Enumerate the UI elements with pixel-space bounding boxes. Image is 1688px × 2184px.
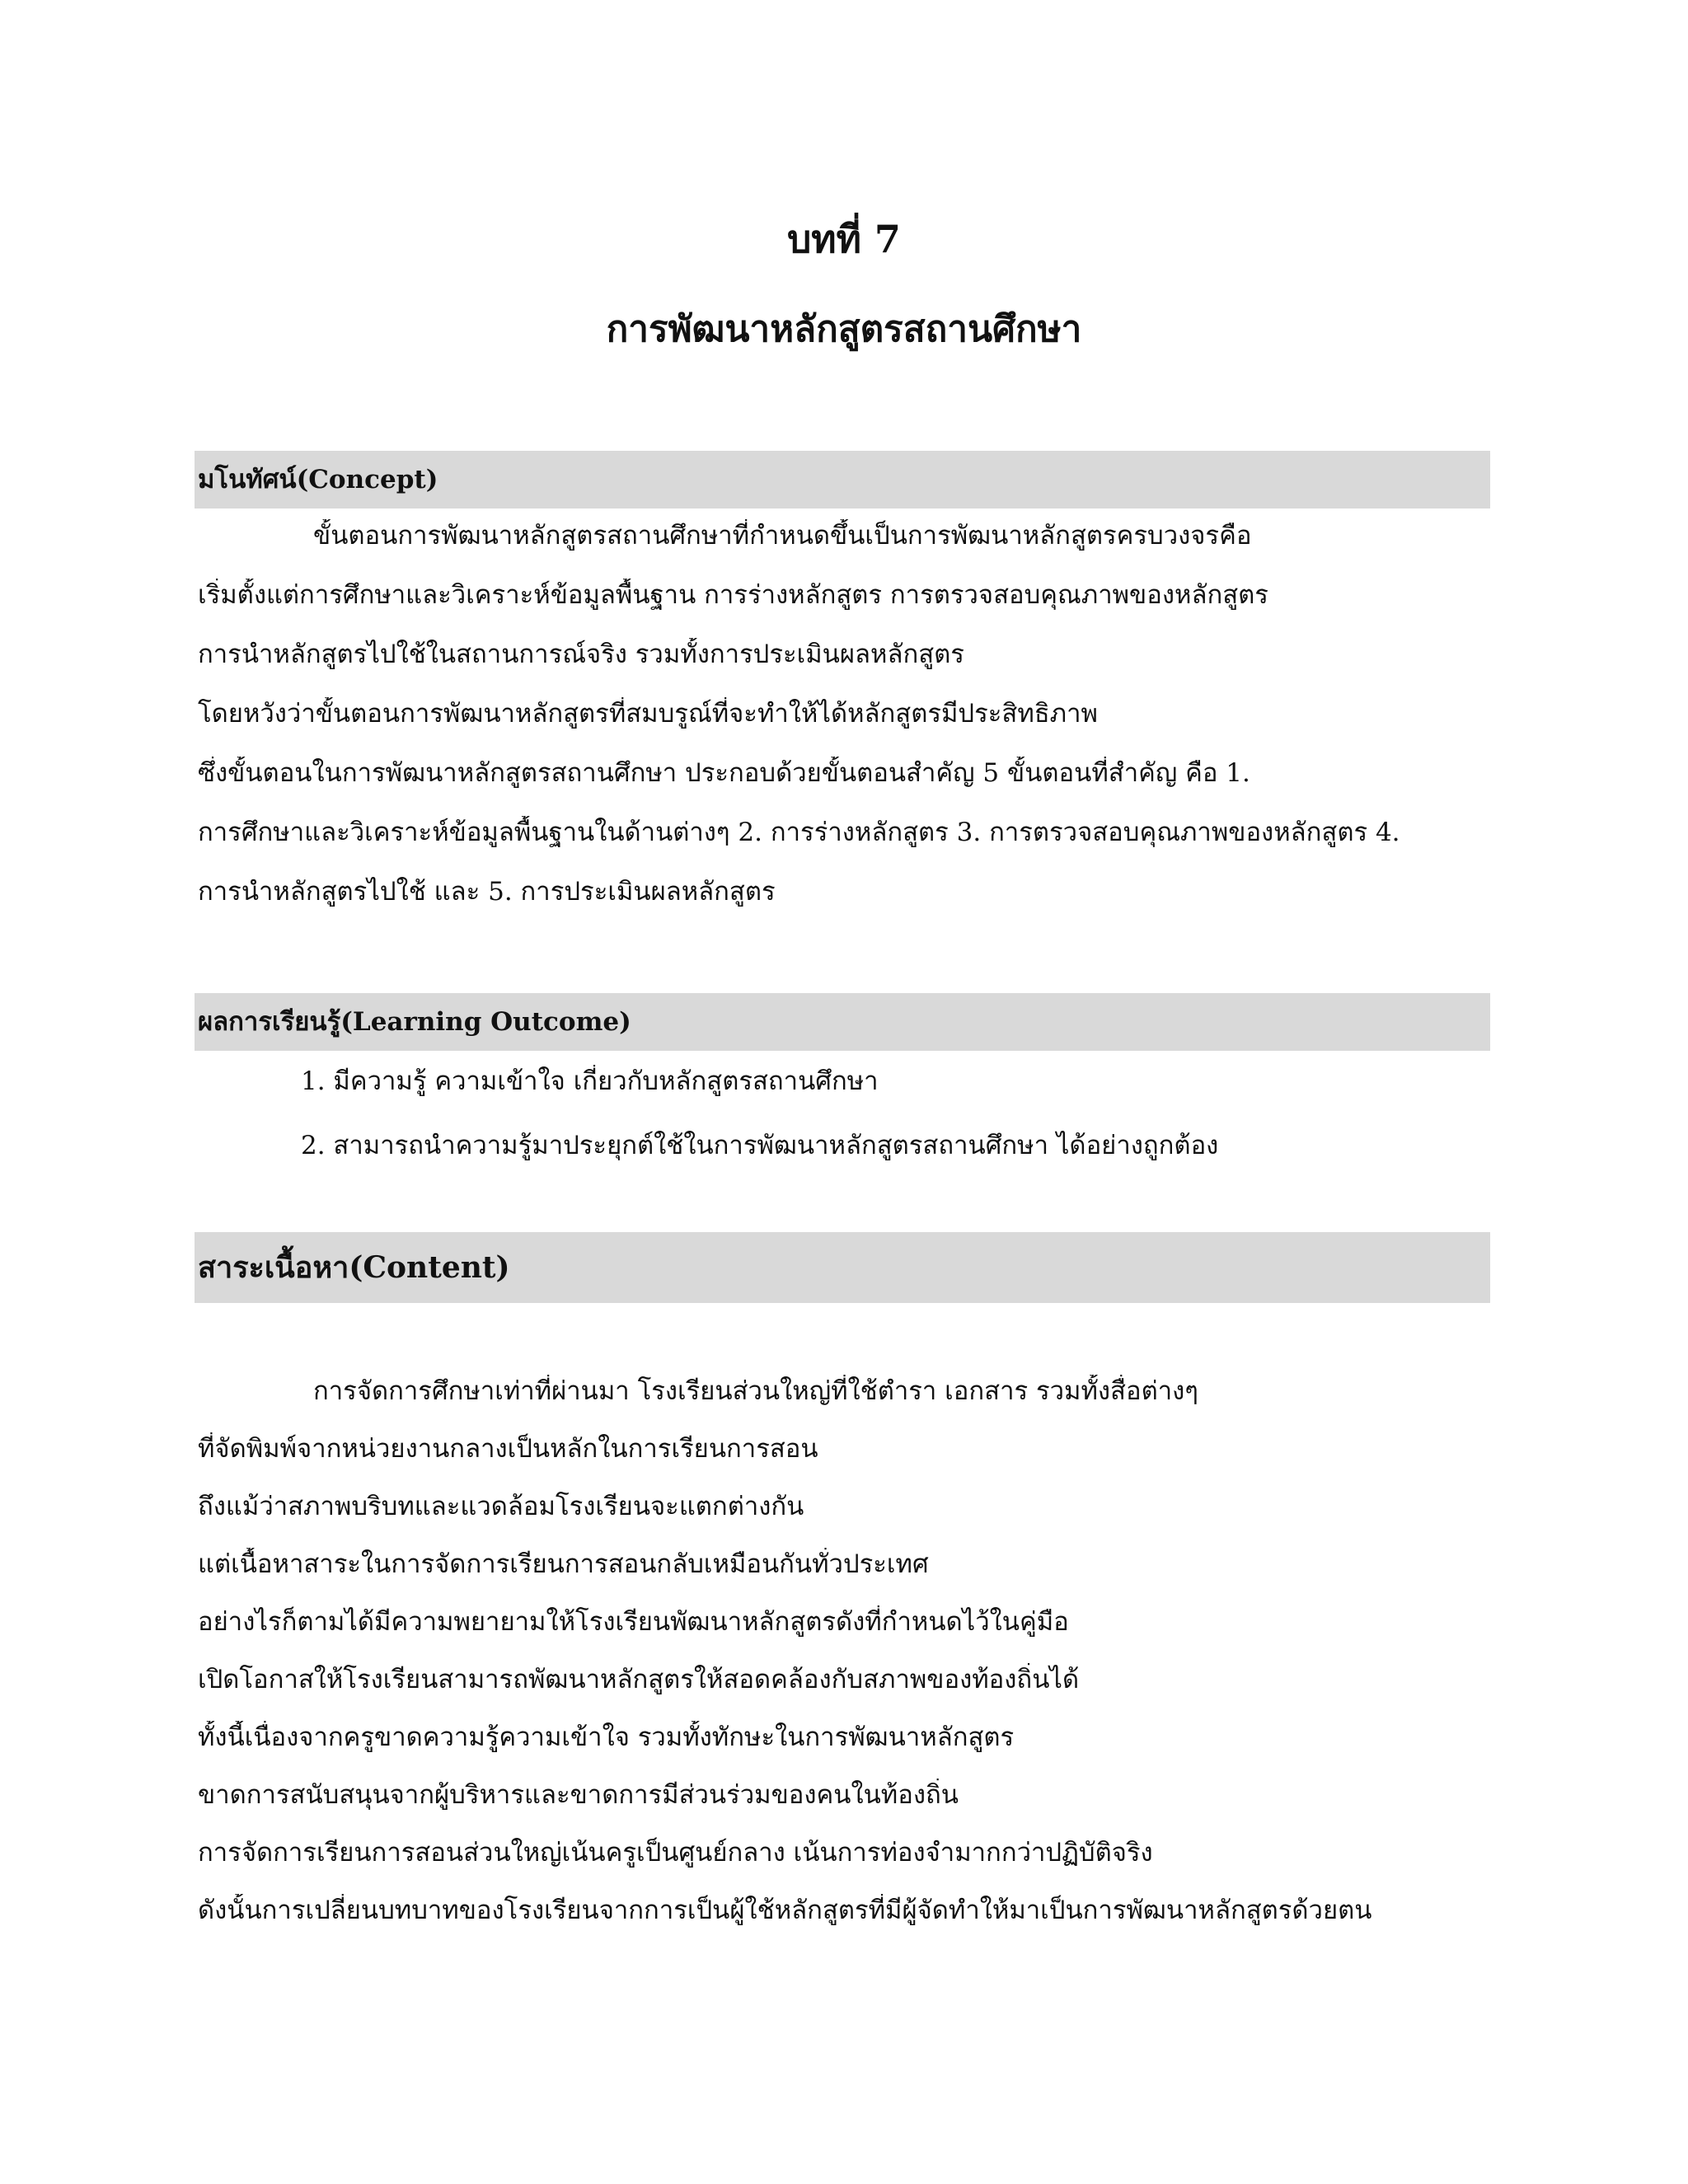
content-line: ทั้งนี้เนื่องจากครูขาดความรู้ความเข้าใจ รวมทั้งทักษะในการพัฒนาหลักสูตร [198, 1722, 1015, 1752]
content-line: อย่างไรก็ตามได้มีความพยายามให้โรงเรียนพัฒนาหลักสูตรดังที่กำหนดไว้ในคู่มือ [198, 1607, 1069, 1637]
concept-line: ซึ่งขั้นตอนในการพัฒนาหลักสูตรสถานศึกษา ประกอบด้วยขั้นตอนสำคัญ 5 ขั้นตอนที่สำคัญ คือ 1. [198, 758, 1250, 788]
concept-line: การนำหลักสูตรไปใช้ และ 5. การประเมินผลหลักสูตร [198, 877, 776, 907]
concept-line: การศึกษาและวิเคราะห์ข้อมูลพื้นฐานในด้านต่างๆ 2. การร่างหลักสูตร 3. การตรวจสอบคุณภาพของหลักสูตร 4. [198, 818, 1400, 847]
chapter-number: บทที่ 7 [787, 217, 901, 261]
content-section-header: สาระเนื้อหา(Content) [195, 1232, 1490, 1303]
content-line: การจัดการเรียนการสอนส่วนใหญ่เน้นครูเป็นศูนย์กลาง เน้นการท่องจำมากกว่าปฏิบัติจริง [198, 1838, 1153, 1868]
content-line: ดังนั้นการเปลี่ยนบทบาทของโรงเรียนจากการเป็นผู้ใช้หลักสูตรที่มีผู้จัดทำให้มาเป็นการพัฒนาหลักสูตรด้วยตน [198, 1896, 1372, 1925]
content-line: การจัดการศึกษาเท่าที่ผ่านมา โรงเรียนส่วนใหญ่ที่ใช้ตำรา เอกสาร รวมทั้งสื่อต่างๆ [313, 1376, 1198, 1406]
content-line: เปิดโอกาสให้โรงเรียนสามารถพัฒนาหลักสูตรให้สอดคล้องกับสภาพของท้องถิ่นได้ [198, 1665, 1080, 1694]
concept-line: โดยหวังว่าขั้นตอนการพัฒนาหลักสูตรที่สมบรูณ์ที่จะทำให้ได้หลักสูตรมีประสิทธิภาพ [198, 699, 1098, 729]
content-line: แต่เนื้อหาสาระในการจัดการเรียนการสอนกลับเหมือนกันทั่วประเทศ [198, 1549, 929, 1579]
concept-section-header: มโนทัศน์(Concept) [195, 451, 1490, 509]
outcome-item: 2. สามารถนำความรู้มาประยุกต์ใช้ในการพัฒนาหลักสูตรสถานศึกษา ได้อย่างถูกต้อง [301, 1131, 1219, 1160]
content-line: ขาดการสนับสนุนจากผู้บริหารและขาดการมีส่วนร่วมของคนในท้องถิ่น [198, 1780, 959, 1810]
chapter-title: การพัฒนาหลักสูตรสถานศึกษา [606, 308, 1082, 350]
outcome-section-header: ผลการเรียนรู้(Learning Outcome) [195, 993, 1490, 1051]
concept-line: ขั้นตอนการพัฒนาหลักสูตรสถานศึกษาที่กำหนดขึ้นเป็นการพัฒนาหลักสูตรครบวงจรคือ [313, 521, 1252, 551]
content-line: ถึงแม้ว่าสภาพบริบทและแวดล้อมโรงเรียนจะแตกต่างกัน [198, 1492, 804, 1521]
concept-line: การนำหลักสูตรไปใช้ในสถานการณ์จริง รวมทั้งการประเมินผลหลักสูตร [198, 640, 964, 669]
concept-line: เริ่มตั้งแต่การศึกษาและวิเคราะห์ข้อมูลพื้นฐาน การร่างหลักสูตร การตรวจสอบคุณภาพของหลักสูตร [198, 580, 1268, 610]
content-line: ที่จัดพิมพ์จากหน่วยงานกลางเป็นหลักในการเรียนการสอน [198, 1434, 818, 1464]
outcome-item: 1. มีความรู้ ความเข้าใจ เกี่ยวกับหลักสูตรสถานศึกษา [301, 1066, 879, 1096]
